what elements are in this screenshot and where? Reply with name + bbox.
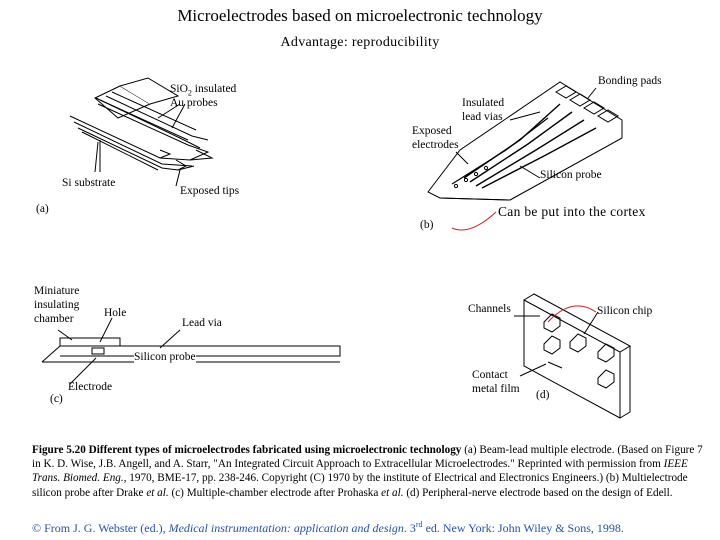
caption-text-3: (c) Multiple-chamber electrode after Prohaska (168, 486, 382, 499)
label-sio2: SiO$_2$ insulated (170, 83, 237, 98)
page-title: Microelectrodes based on microelectronic technology (177, 6, 543, 25)
label-bonding-pads: Bonding pads (598, 75, 662, 87)
caption-journal: IEEE Trans. Biomed. Eng. (32, 458, 688, 485)
credit-suffix: ed. New York: John Wiley & Sons, 1998. (422, 521, 624, 535)
credit-prefix: © From J. G. Webster (ed.), (32, 521, 169, 535)
label-exposed-electrodes-1: Exposed (412, 125, 452, 137)
label-silicon-chip: Silicon chip (597, 305, 653, 317)
caption-text-2: , 1970, BME-17, pp. 238-246. Copyright (C) 1970 by the institute of Electrical and Electronics Engineers.) (b) Multielectrode silicon probe after Drake (32, 472, 688, 499)
label-panel-c: (c) (50, 393, 63, 405)
credit-edition: . 3 (403, 521, 416, 535)
label-silicon-probe-c: Silicon probe (134, 351, 196, 363)
label-au-probes: Au probes (170, 97, 218, 109)
label-panel-d: (d) (536, 389, 550, 401)
page-subtitle: Advantage: reproducibility (280, 35, 440, 50)
label-panel-b: (b) (420, 219, 434, 231)
cortex-pointer-curve (452, 212, 496, 230)
label-exposed-tips: Exposed tips (180, 185, 240, 197)
label-si-substrate: Si substrate (62, 177, 116, 189)
caption-text-4: (d) Peripheral-nerve electrode based on the design of Edell. (403, 486, 673, 499)
label-insulated-lead-vias-1: Insulated (462, 97, 505, 109)
label-hole: Hole (104, 307, 127, 319)
label-panel-a: (a) (36, 203, 49, 215)
label-miniature-2: insulating (34, 299, 80, 311)
credit-edition-sup: rd (415, 520, 423, 529)
caption-text-1: (a) Beam-lead multiple electrode. (Based on Figure 7 in K. D. Wise, J.B. Angell, and A. Starr, "An Integrated Circuit Approach to Extracellular Microelectrodes." Reprinted with permission from (32, 444, 703, 471)
cortex-annotation: Can be put into the cortex (498, 204, 646, 219)
credit-line (32, 520, 624, 536)
caption-title: Figure 5.20 Different types of microelectrodes fabricated using microelectronic technology (32, 444, 462, 456)
label-contact-2: metal film (472, 383, 520, 395)
label-insulated-lead-vias-2: lead vias (462, 111, 503, 123)
label-exposed-electrodes-2: electrodes (412, 139, 459, 151)
credit-book: Medical instrumentation: application and design (168, 521, 404, 535)
caption-etal-2: et al. (381, 486, 404, 499)
label-silicon-probe-b: Silicon probe (540, 169, 602, 181)
figure-caption (32, 443, 706, 500)
label-miniature-1: Miniature (34, 285, 80, 297)
label-miniature-3: chamber (34, 313, 74, 325)
label-channels: Channels (468, 303, 511, 315)
label-electrode: Electrode (68, 381, 113, 393)
caption-etal-1: et al. (146, 486, 169, 499)
label-lead-via: Lead via (182, 317, 222, 329)
label-contact-1: Contact (472, 369, 508, 381)
